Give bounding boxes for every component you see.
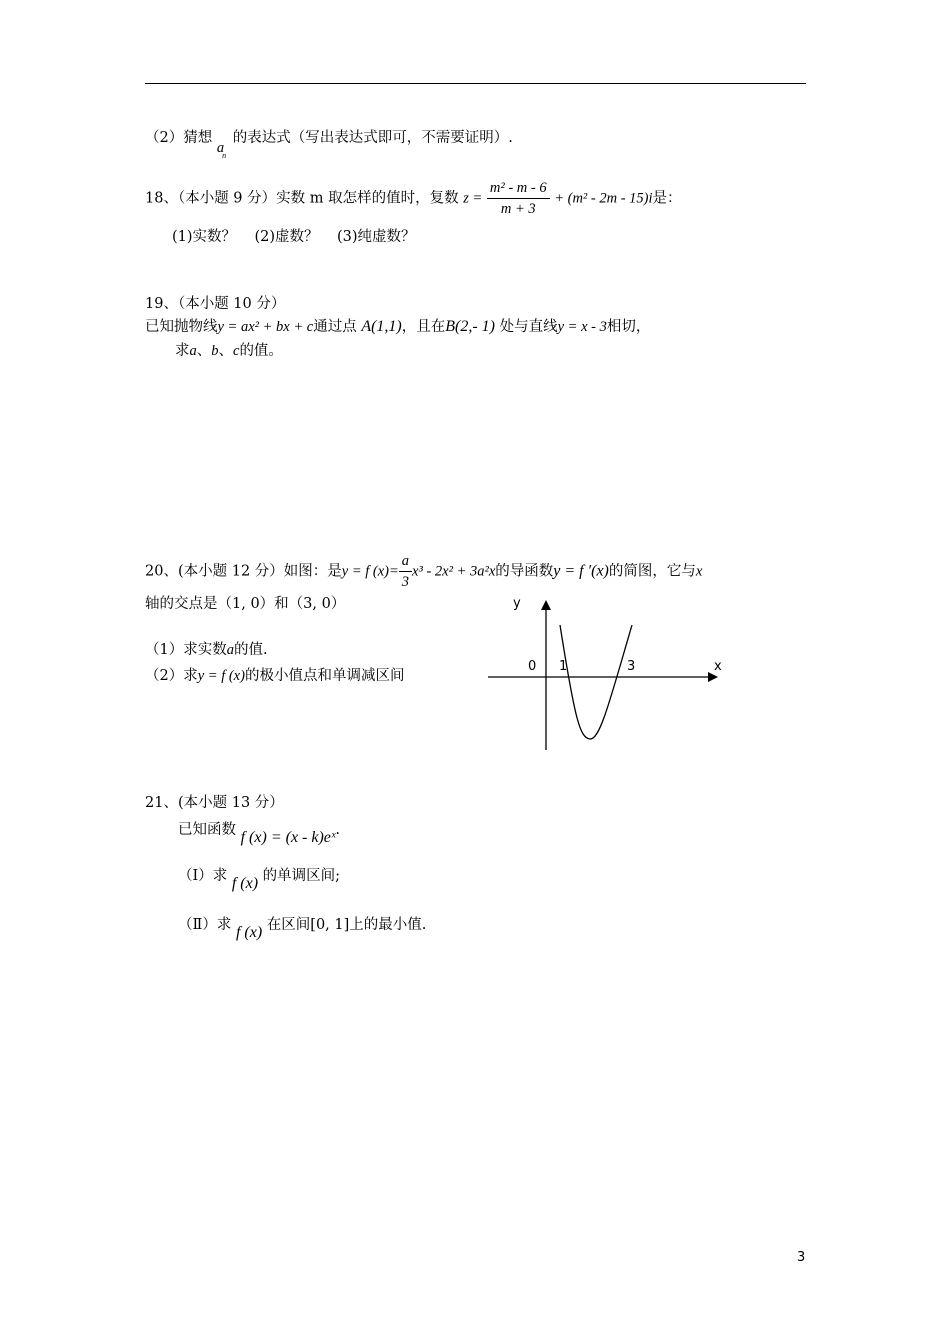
page-number: 3 — [797, 1250, 806, 1265]
header-rule — [145, 83, 806, 84]
a-n-var: $a_n$ — [216, 140, 227, 160]
q19-line2: 求a、b、c的值。 — [175, 343, 283, 359]
q20-line2: 轴的交点是（1, 0）和（3, 0） — [145, 596, 346, 612]
q17-part2: （2）猜想 $a_n$ 的表达式（写出表达式即可，不需要证明）. — [145, 130, 513, 160]
graph-tick-3: 3 — [627, 659, 636, 674]
q21-heading: 21、(本小题 13 分） — [145, 795, 284, 811]
q19-heading: 19、（本小题 10 分） — [145, 296, 286, 312]
q21-definition: 已知函数 f (x) = (x - k)eˣ. — [178, 822, 341, 846]
q20-statement: 20、(本小题 12 分）如图：是y = f (x)= $\frac{a}{3}$ x³ - 2x² + 3a²x的导函数y = f ′(x)的简图，它与x — [145, 553, 703, 590]
q18-parts: (1)实数？ (2)虚数？ (3)纯虚数？ — [172, 229, 416, 245]
graph-tick-1: 1 — [559, 659, 568, 674]
parabola-curve — [560, 625, 632, 739]
q18-statement: 18、（本小题 9 分）实数 m 取怎样的值时，复数 z = $\frac{\text{m² - m - 6}}{m + 3}$ + (m² - 2m - 15)i是： — [145, 180, 682, 217]
q21-part1: （Ⅰ）求 f (x) 的单调区间; — [178, 868, 341, 892]
derivative-graph — [480, 590, 740, 760]
graph-origin-label: 0 — [528, 659, 537, 674]
graph-x-label: x — [714, 659, 722, 674]
q20-part1: （1）求实数a的值. — [145, 642, 268, 658]
graph-y-label: y — [513, 596, 521, 611]
q20-part2: （2）求y = f (x)的极小值点和单调减区间 — [145, 668, 405, 684]
q18-fraction: $\frac{\text{m² - m - 6}}{m + 3}$ — [487, 178, 550, 219]
q20-fraction: $\frac{a}{3}$ — [399, 551, 412, 592]
q19-line1: 已知抛物线y = ax² + bx + c通过点 A(1,1)，且在B(2,- 1) 处与直线y = x - 3相切， — [145, 318, 651, 335]
q21-part2: （Ⅱ）求 f (x) 在区间[0, 1]上的最小值. — [178, 917, 427, 941]
